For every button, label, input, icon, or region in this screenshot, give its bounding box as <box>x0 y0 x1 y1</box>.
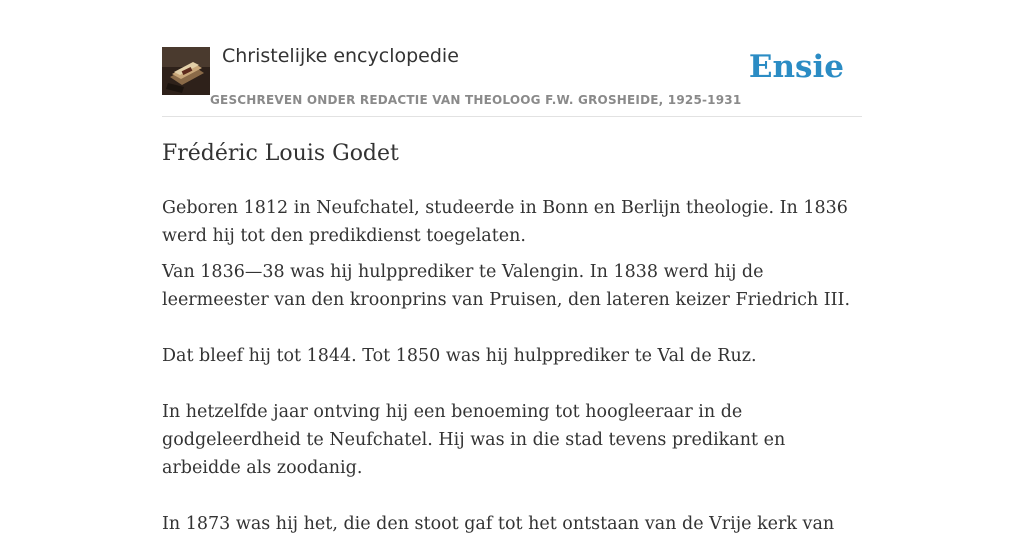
article-title: Frédéric Louis Godet <box>162 141 399 166</box>
article-paragraph: In 1873 was hij het, die den stoot gaf tot het ontstaan van de Vrije kerk van <box>162 514 835 534</box>
encyclopedia-avatar[interactable] <box>162 47 210 95</box>
site-header <box>162 44 862 117</box>
article-paragraph: Van 1836—38 was hij hulpprediker te Valengin. In 1838 werd hij de leermeester van den kroonprins van Pruisen, den lateren keizer Friedrich III. <box>162 262 851 310</box>
book-stack-image <box>162 47 210 95</box>
article-paragraph: Geboren 1812 in Neufchatel, studeerde in Bonn en Berlijn theologie. In 1836 werd hij tot den predikdienst toegelaten. <box>162 198 848 246</box>
site-title[interactable]: Christelijke encyclopedie <box>222 45 459 67</box>
article-paragraph: Dat bleef hij tot 1844. Tot 1850 was hij hulpprediker te Val de Ruz. <box>162 346 757 366</box>
article <box>162 138 862 546</box>
ensie-logo[interactable]: Ensie <box>748 49 844 85</box>
site-subtitle: GESCHREVEN ONDER REDACTIE VAN THEOLOOG F.W. GROSHEIDE, 1925-1931 <box>210 93 742 107</box>
article-paragraph: In hetzelfde jaar ontving hij een benoeming tot hoogleeraar in de godgeleerdheid te Neufchatel. Hij was in die stad tevens predikant en arbeidde als zoodanig. <box>162 402 786 478</box>
